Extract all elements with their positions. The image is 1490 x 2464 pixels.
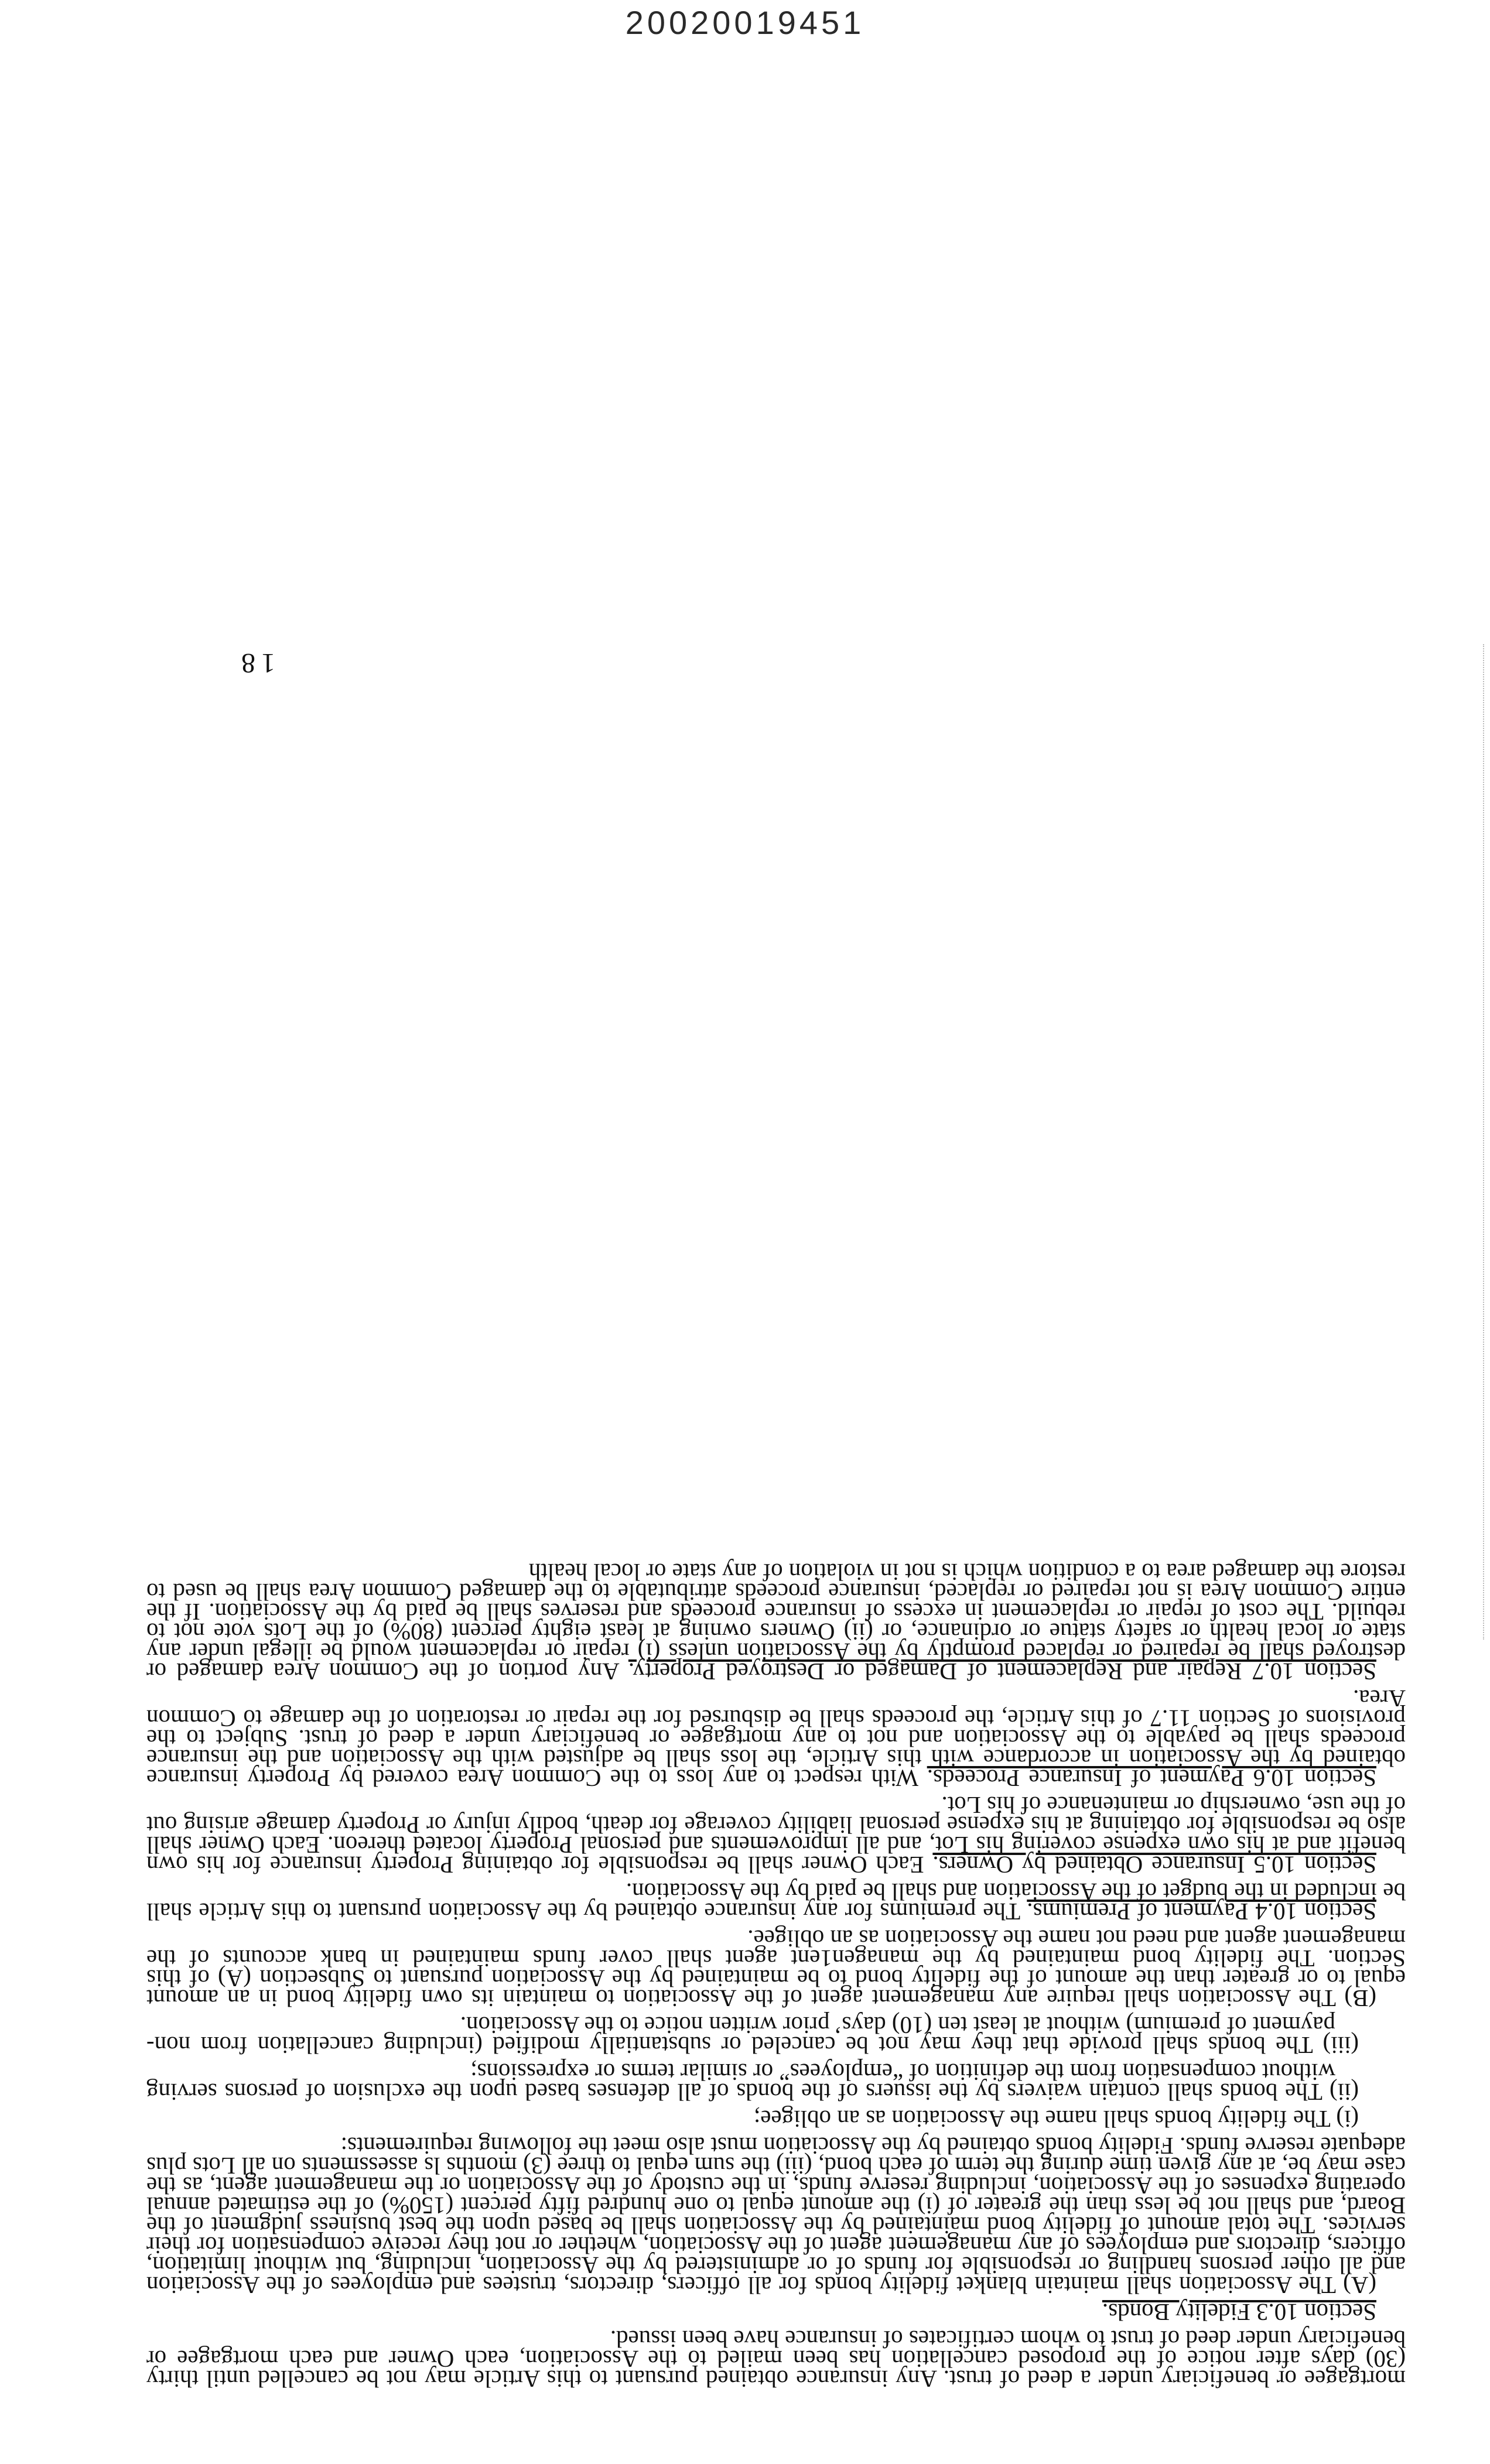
section-10-4 bbox=[146, 1878, 1406, 1925]
scan-edge-marks bbox=[1479, 644, 1484, 1640]
section-10-3-b: (B) The Association shall require any management agent of the Association to maintain its own fidelity bond in an amount equal to or greater than the amount of the fidelity bond to be maintained by the Association pursuant to Subsection (A) of this Section. The fidelity bond maintained by the managen1ent agent shall cover funds maintained in bank accounts of the management agent and need not name the Association as an obligee. bbox=[146, 1925, 1406, 2012]
section-10-3-a-ii: (ii) The bonds shall contain waivers by the issuers of the bonds of all defenses based upon the exclusion of persons serving without compensation from the definition of “employees” or similar terms or expressions; bbox=[146, 2059, 1359, 2106]
body-text bbox=[146, 1555, 1406, 2393]
page-number: 18 bbox=[235, 648, 275, 679]
document-number: 20020019451 bbox=[625, 4, 865, 41]
section-10-6 bbox=[146, 1685, 1406, 1792]
section-10-6-title: Section 10.6 Payment of Insurance Proceeds. bbox=[927, 1765, 1376, 1792]
section-10-6-body: With respect to any loss to the Common Area covered by Property insurance obtained by the Association in accordance with this Article, the loss shall be adjusted with the Association and the insurance proceeds shall be payable to the Association and not to any mortgagee or beneficiary under a deed of trust. Subject to the provisions of Section 11.7 of this Article, the proceeds shall be disbursed for the repair or restoration of the damage to Common Area. bbox=[146, 1685, 1406, 1792]
section-10-3-a-i: (i) The fidelity bonds shall name the Association as an obligee; bbox=[753, 2106, 1359, 2133]
section-10-5 bbox=[146, 1792, 1406, 1878]
section-10-5-body: Each Owner shall be responsible for obtaining Property insurance for his own benefit and at his own expense covering his Lot, and all improvements and personal Property located thereon. Each Owner shall also be responsible for obtaining at his expense personal liability coverage for death, bodily injury or Property damage arising out of the use, ownership or maintenance of his Lot. bbox=[146, 1792, 1406, 1878]
section-10-5-title: Section 10.5 Insurance Obtained by Owners. bbox=[932, 1852, 1376, 1878]
section-10-7-title: Section 10.7 Repair and Replacement of Damaged or Destroyed Property. bbox=[628, 1658, 1376, 1685]
section-10-4-body: The premiums for any insurance obtained by the Association pursuant to this Article shall be included in the budget of the Association and shall be paid by the Association. bbox=[146, 1878, 1406, 1925]
section-10-7 bbox=[146, 1559, 1406, 1685]
section-10-3-heading bbox=[146, 2299, 1406, 2326]
section-10-3-a: (A) The Association shall maintain blanket fidelity bonds for all officers, directors, trustees and employees of the Association and all other persons handling or responsible for funds of or administered by the Association, including, but without limitation, officers, directors and employees of any management agent of the Association, whether or not they receive compensation for their services. The total amount of fidelity bond maintained by the Association shall be based upon the best business judgment of the Board, and shall not be less than the greater of (i) the amount equal to one hundred fifty percent (150%) of the estimated annual operating expenses of the Association, including reserve funds, in the custody of the Association or the management agent, as the case may be, at any given time during the term of each bond, (iii) the sum equal to three (3) months ls assessments on all Lots plus adequate reserve funds. Fidelity bonds obtained by the Association must also meet the following requirements: bbox=[146, 2133, 1406, 2299]
section-10-3-title: Section 10.3 Fidelity Bonds. bbox=[1102, 2299, 1376, 2326]
section-10-4-title: Section 10.4 Payment of Premiums. bbox=[1027, 1898, 1376, 1925]
section-10-3-a-iii: (iii) The bonds shall provide that they may not be canceled or substantially modified (including cancellation from non-payment of premium) without at least ten (10) days’ prior written notice to the Association. bbox=[146, 2012, 1359, 2059]
paragraph-continuation: mortgagee or beneficiary under a deed of trust. Any insurance obtained pursuant to this Article may not be cancelled until thirty (30) days after notice of the proposed cancellation has been mailed to the Association, each Owner and each mortgagee or beneficiary under deed of trust to whom certificates of insurance have been issued. bbox=[146, 2326, 1406, 2393]
rotated-page-content bbox=[70, 597, 1476, 2412]
section-10-7-body: Any portion of the Common Area damaged or destroyed shall be repaired or replaced promptly by the Association unless (i) repair or replacement would be illegal under any state or local health or safety statue or ordinance, or (ii) Owners owning at least eighty percent (80%) of the Lots vote not to rebuild. The cost of repair or replacement in excess of insurance proceeds and reserves shall be paid by the Association. If the entire Common Area is not repaired or replaced, insurance proceeds attributable to the damaged Common Area shall be used to restore the damaged area to a condition which is not in violation of any state or local health bbox=[146, 1559, 1406, 1685]
